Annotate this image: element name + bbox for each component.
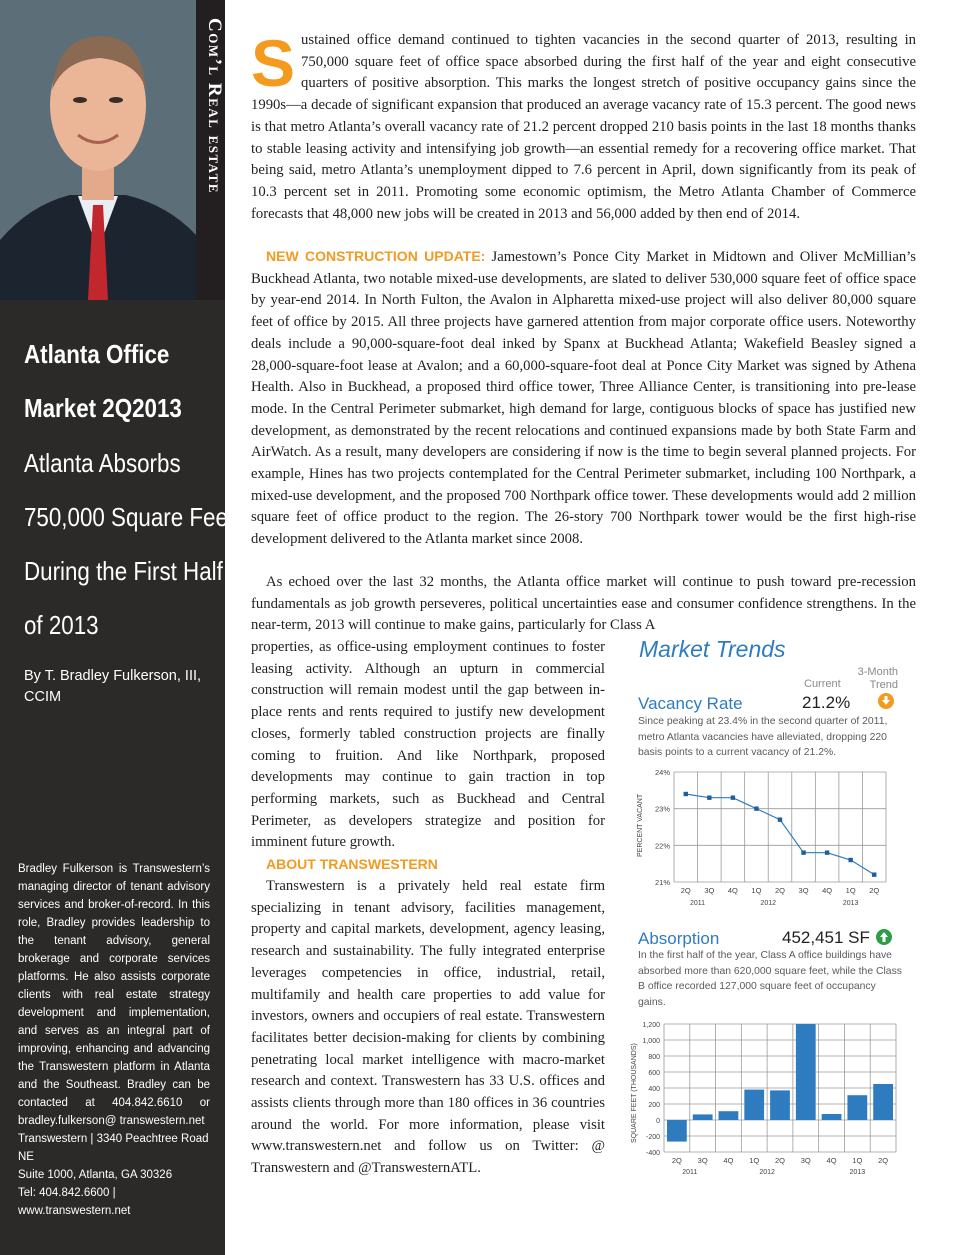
sidebar bbox=[0, 0, 235, 1255]
contact-line: Transwestern | 3340 Peachtree Road NE bbox=[18, 1133, 209, 1163]
data-point bbox=[754, 806, 758, 810]
x-tick-label: 2Q bbox=[878, 1156, 889, 1165]
y-tick-label: 0 bbox=[656, 1118, 660, 1125]
absorption-bar bbox=[719, 1111, 739, 1120]
data-point bbox=[848, 858, 852, 862]
data-point bbox=[731, 795, 735, 799]
x-tick-label: 4Q bbox=[727, 886, 738, 895]
new-construction-text: Jamestown’s Ponce City Market in Midtown and Oliver McMillian’s Buckhead Atlanta, two notable mixed-use developments, are slated to deliver 530,000 square feet of office space by year-end 2014. In North Fulton, the Avalon in Alpharetta mixed-use project will also deliver 80,000 square feet of office by 2015. All three projects have garnered attention from major corporate office users. Noteworthy deals include a 90,000-square-foot deal inked by Spanx at Buckhead Atlanta; Wakefield Beasley signed a 28,000-square-foot lease at Avalon; and a 60,000-square-foot deal at Ponce City Market was signed by Athena Health. Also in Buckhead, a proposed third office tower, Three Alliance Center, is transitioning into pre-lease mode. In the Central Perimeter submarket, high demand for large, contiguous blocks of space has justified new development, as demonstrated by the recent relocations and continued expansions made by both State Farm and AirWatch. As a result, many developers are considering if now is the time to begin several planned projects. For example, Hines has two projects contemplated for the Central Perimeter submarket, including 100 Northpark, a mixed-use development, and the proposed 700 Northpark office tower. These developments would add 2 million square feet of office product to the region. The 26-story 700 Northpark tower would be the first high-rise development delivered to the Atlanta market since 2008. bbox=[251, 249, 916, 548]
about-heading: ABOUT TRANSWESTERN bbox=[266, 856, 438, 872]
data-point bbox=[707, 795, 711, 799]
absorption-bar bbox=[770, 1090, 790, 1120]
y-tick-label: 600 bbox=[648, 1070, 660, 1077]
x-tick-label: 4Q bbox=[822, 886, 833, 895]
year-label: 2012 bbox=[760, 900, 777, 907]
year-label: 2011 bbox=[682, 1169, 698, 1176]
x-tick-label: 3Q bbox=[798, 886, 809, 895]
vacancy-line-chart bbox=[630, 766, 930, 911]
x-tick-label: 4Q bbox=[723, 1156, 734, 1165]
x-tick-label: 2Q bbox=[680, 886, 691, 895]
intro-text: ustained office demand continued to tighten vacancies in the second quarter of 2013, resulting in 750,000 square feet of office space absorbed during the first half of the year and eight consecutive quarters of positive absorption. This marks the longest stretch of positive occupancy gains since the 1990s—a decade of significant expansion that produced an average vacancy rate of 15.3 percent. The good news is that metro Atlanta’s overall vacancy rate of 21.2 percent dropped 210 basis points in the last 18 months thanks to stable leasing activity and intensifying job growth—an essential remedy for a recovering office market. That being said, metro Atlanta’s unemployment dipped to 7.6 percent in April, down significantly from its peak of 10.3 percent set in 2011. Promoting some economic optimism, the Metro Atlanta Chamber of Commerce forecasts that 48,000 new jobs will be created in 2013 and 56,000 added by then end of 2014. bbox=[251, 32, 916, 222]
x-tick-label: 2Q bbox=[671, 1156, 682, 1165]
y-tick-label: -400 bbox=[645, 1150, 660, 1157]
y-axis-label: SQUARE FEET (THOUSANDS) bbox=[631, 1043, 638, 1143]
absorption-bar bbox=[822, 1114, 842, 1120]
x-tick-label: 1Q bbox=[749, 1156, 760, 1165]
absorption-bar-chart bbox=[630, 1016, 930, 1181]
y-tick-label: 22% bbox=[654, 841, 670, 851]
year-label: 2011 bbox=[690, 900, 706, 907]
contact-info bbox=[18, 1130, 218, 1220]
y-tick-label: 1,200 bbox=[642, 1022, 660, 1029]
subtitle-line-2: 750,000 Square Feet bbox=[24, 502, 235, 532]
x-tick-label: 1Q bbox=[845, 886, 856, 895]
y-tick-label: 200 bbox=[648, 1102, 660, 1109]
section-label-band bbox=[196, 0, 225, 300]
title-line-1: Atlanta Office bbox=[24, 339, 170, 369]
absorption-bar bbox=[667, 1120, 687, 1142]
data-point bbox=[801, 850, 805, 854]
x-tick-label: 3Q bbox=[704, 886, 715, 895]
y-tick-label: 400 bbox=[648, 1086, 660, 1093]
subtitle-line-3: During the First Half bbox=[24, 556, 223, 586]
x-tick-label: 1Q bbox=[852, 1156, 863, 1165]
x-tick-label: 2Q bbox=[774, 1156, 786, 1165]
absorption-bar bbox=[744, 1090, 764, 1120]
x-tick-label: 3Q bbox=[697, 1156, 708, 1165]
data-point bbox=[684, 792, 688, 796]
vacancy-rate-value: 21.2% bbox=[802, 693, 851, 712]
vacancy-description: Since peaking at 23.4% in the second quarter of 2011, metro Atlanta vacancies have alleviated, dropping 220 basis points to a current vacancy of 21.2%. bbox=[638, 716, 888, 758]
y-tick-label: 23% bbox=[654, 804, 670, 814]
data-point bbox=[872, 872, 876, 876]
author-photo bbox=[0, 0, 196, 300]
new-construction-paragraph bbox=[251, 246, 916, 551]
x-tick-label: 2Q bbox=[869, 886, 880, 895]
new-construction-heading: NEW CONSTRUCTION UPDATE: bbox=[266, 248, 486, 264]
trend-label-line: Trend bbox=[869, 679, 898, 691]
y-tick-label: 1,000 bbox=[642, 1038, 660, 1045]
byline: By T. Bradley Fulkerson, III, CCIM bbox=[24, 668, 202, 705]
title-line-2: Market 2Q2013 bbox=[24, 393, 182, 423]
absorption-bar bbox=[796, 1024, 816, 1120]
absorption-bar bbox=[873, 1084, 893, 1120]
year-label: 2012 bbox=[759, 1169, 775, 1176]
absorption-bar bbox=[693, 1114, 713, 1120]
market-trends-title: Market Trends bbox=[639, 636, 786, 662]
y-tick-label: -200 bbox=[645, 1134, 660, 1141]
y-tick-label: 21% bbox=[654, 878, 670, 887]
current-column-label: Current bbox=[804, 678, 841, 690]
outlook-paragraph: As echoed over the last 32 months, the Atlanta office market will continue to push toward pre-recession fundamentals as job growth perseveres, political uncertainties ease and consumer confidence strengthens. In the near-term, 2013 will continue to make gains, particularly for Class A bbox=[251, 574, 916, 634]
author-bio: Bradley Fulkerson is Transwestern’s managing director of tenant advisory services and broker-of-record. In this role, Bradley provides leadership to the tenant advisory, general brokerage and corporate services platforms. He also assists corporate clients with real estate strategy development and implementation, and serves as an integral part of improving, enhancing and advancing the Transwestern platform in Atlanta and the Southeast. Bradley can be contacted at 404.842.6610 or bradley.fulkerson@ transwestern.net bbox=[18, 863, 210, 1127]
trend-label-line: 3-Month bbox=[857, 666, 898, 678]
market-trends-panel bbox=[630, 636, 930, 1176]
x-tick-label: 3Q bbox=[800, 1156, 811, 1165]
absorption-bar bbox=[847, 1095, 867, 1120]
absorption-value: 452,451 SF bbox=[782, 928, 870, 947]
outlook-paragraph-continued: properties, as office-using employment continues to foster leasing activity. Although an upturn in commercial construction will remain modest until the gap between in-place rents and rents required to justify new development closes, formerly tabled construction projects are finally coming to fruition. And like Northpark, proposed developments may continue to gain traction in top performing markets, such as Buckhead and Central Perimeter, as developers strategize and position for imminent future growth. bbox=[251, 639, 605, 851]
x-tick-label: 2Q bbox=[774, 886, 786, 895]
subtitle-line-4: of 2013 bbox=[24, 610, 99, 640]
about-paragraph: Transwestern is a privately held real estate firm specializing in tenant advisory, facilities management, property and capital markets, development, agency leasing, research and sustainability. The fully integrated enterprise leverages competencies in office, industrial, retail, multifamily and health care properties to add value for investors, owners and occupiers of real estate. Transwestern facilitates better decision-making for clients by combining penetrating local market intelligence with macro-market research and context. Transwestern has 33 U.S. offices and assists clients through more than 180 offices in 36 countries around the world. For more information, please visit www.transwestern.net and follow us on Twitter: @ Transwestern and @TranswesternATL. bbox=[251, 878, 605, 1177]
year-label: 2013 bbox=[849, 1169, 866, 1176]
contact-line: Tel: 404.842.6600 | www.transwestern.net bbox=[18, 1187, 131, 1217]
y-tick-label: 24% bbox=[654, 768, 670, 777]
contact-line: Suite 1000, Atlanta, GA 30326 bbox=[18, 1169, 173, 1181]
subtitle-line-1: Atlanta Absorbs bbox=[24, 448, 181, 478]
year-label: 2013 bbox=[842, 900, 859, 907]
x-tick-label: 4Q bbox=[826, 1156, 837, 1165]
vacancy-rate-label: Vacancy Rate bbox=[638, 694, 743, 713]
trend-column-label bbox=[852, 666, 898, 692]
drop-cap: S bbox=[251, 26, 296, 100]
absorption-description: In the first half of the year, Class A office buildings have absorbed more than 620,000 square feet, while the Class B office recorded 127,000 square feet of occupancy gains. bbox=[638, 950, 902, 1008]
author-portrait-image bbox=[0, 0, 196, 300]
absorption-label: Absorption bbox=[638, 929, 720, 948]
data-point bbox=[825, 850, 829, 854]
vacancy-series-line bbox=[686, 794, 874, 875]
intro-paragraph bbox=[251, 26, 916, 225]
x-tick-label: 1Q bbox=[751, 886, 762, 895]
up-arrow-icon bbox=[876, 929, 892, 945]
y-tick-label: 800 bbox=[648, 1054, 660, 1061]
data-point bbox=[778, 817, 782, 821]
section-label: Com’l Real estate bbox=[204, 18, 225, 194]
down-arrow-icon bbox=[878, 693, 894, 709]
y-axis-label: PERCENT VACANT bbox=[637, 793, 644, 857]
